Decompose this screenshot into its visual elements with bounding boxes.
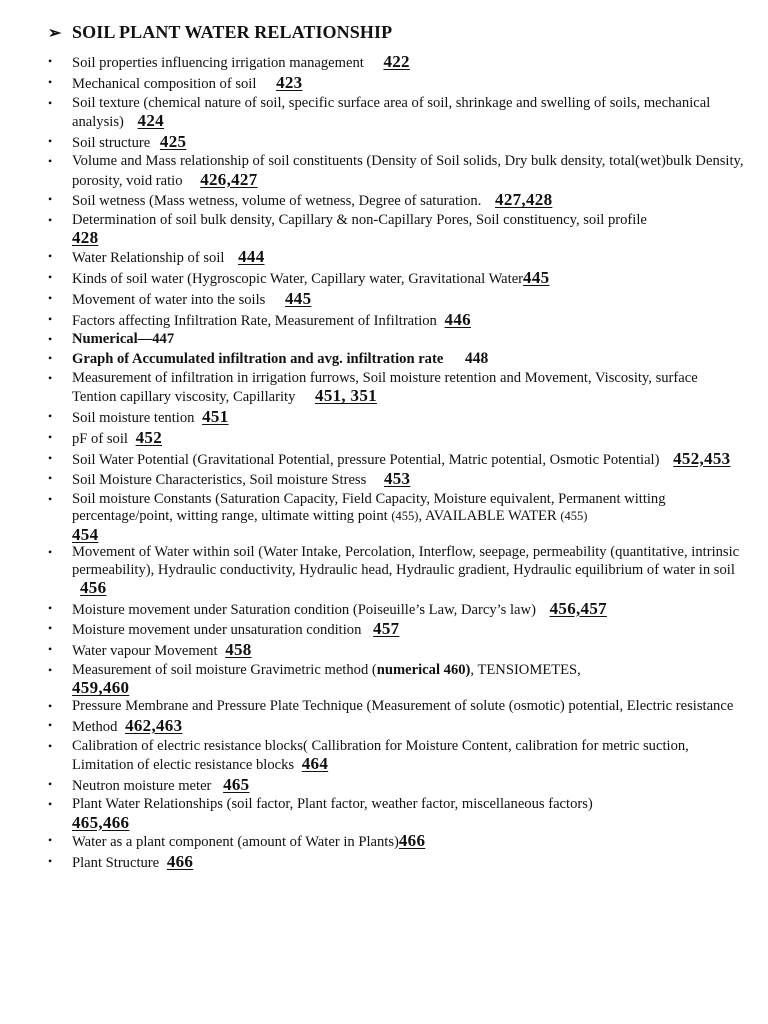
page-number: 425 (159, 131, 187, 151)
list-item (48, 53, 744, 72)
item-note: (455) (560, 509, 588, 524)
bullet-icon: • (48, 662, 53, 677)
item-text: Soil structure (72, 134, 151, 151)
item-text: Measurement of infiltration in irrigation furrows, Soil moisture retention and Movement, Viscosity, surface Tention capillary viscosity, Capillarity (72, 369, 698, 406)
list-item (48, 450, 744, 469)
item-text: Moisture movement under Saturation condition (Poiseuille’s Law, Darcy’s law) (72, 601, 536, 618)
item-text: Graph of Accumulated infiltration and avg. infiltration rate (72, 351, 444, 368)
bullet-icon: • (48, 54, 53, 68)
item-text: Factors affecting Infiltration Rate, Measurement of Infiltration (72, 312, 437, 329)
bullet-icon: • (48, 621, 53, 636)
list-item (48, 544, 744, 598)
page-number: 465,466 (72, 812, 130, 832)
list-item (48, 248, 744, 267)
item-text: Soil properties influencing irrigation management (72, 55, 364, 71)
item-text: Soil texture (chemical nature of soil, specific surface area of soil, shrinkage and swelling of soils, mechanical analysis) (72, 94, 711, 130)
page-number: 428 (72, 228, 99, 248)
list-item (48, 331, 744, 348)
list-item (48, 698, 744, 715)
bullet-icon: • (48, 642, 53, 657)
page-number: 456,457 (549, 598, 607, 618)
bullet-icon: • (48, 311, 53, 326)
item-text: Soil Water Potential (Gravitational Potential, pressure Potential, Matric potential, Osmotic Potential) (72, 451, 660, 468)
list-item (48, 429, 744, 448)
list-item (48, 600, 744, 619)
list-item (48, 74, 744, 93)
bullet-icon: • (48, 74, 53, 89)
list-item (48, 662, 744, 696)
item-text: Plant Water Relationships (soil factor, Plant factor, weather factor, miscellaneous factors) (72, 796, 593, 813)
page-number: 453 (383, 469, 411, 489)
list-item (48, 470, 744, 489)
page-number: 462,463 (125, 715, 183, 735)
bullet-icon: • (48, 450, 53, 465)
bullet-icon: • (48, 471, 53, 486)
page-number: 427,428 (495, 190, 553, 210)
list-item (48, 350, 744, 368)
page-number: 451, 351 (315, 386, 377, 406)
arrow-bullet-icon: ➢ (48, 24, 62, 42)
list-item (48, 717, 744, 736)
bullet-icon: • (48, 249, 53, 264)
page-number: 466 (166, 852, 194, 872)
page-number: 457 (373, 619, 400, 639)
topic-list (48, 53, 744, 872)
bullet-icon: • (48, 133, 53, 148)
list-item (48, 269, 744, 288)
page-number: 448 (464, 350, 489, 368)
item-text: , AVAILABLE WATER (418, 508, 557, 525)
item-text: Kinds of soil water (Hygroscopic Water, Capillary water, Gravitational Water (72, 270, 524, 287)
bullet-icon: • (48, 370, 53, 385)
page-number: 456 (80, 577, 107, 597)
page-number: 423 (276, 72, 303, 92)
page-number: 422 (383, 52, 410, 71)
item-text: Moisture movement under unsaturation condition (72, 622, 362, 639)
list-item (48, 370, 744, 406)
bullet-icon: • (48, 269, 53, 284)
item-text: Soil moisture Constants (Saturation Capacity, Field Capacity, Moisture equivalent, Permanent witting percentage/point, witting range, ultimate witting point (72, 491, 666, 525)
bullet-icon: • (48, 429, 53, 444)
page-number: 446 (444, 309, 471, 329)
item-text: pF of soil (72, 430, 128, 447)
list-item (48, 133, 744, 152)
bullet-icon: • (48, 545, 53, 560)
list-item (48, 853, 744, 872)
item-text: Soil wetness (Mass wetness, volume of wetness, Degree of saturation. (72, 193, 482, 210)
section-heading (48, 22, 744, 43)
item-emphasis: numerical 460) (376, 661, 471, 678)
page-number: 465 (223, 774, 250, 794)
list-item (48, 153, 744, 189)
bullet-icon: • (48, 408, 53, 423)
list-item (48, 738, 744, 774)
item-text: Method (72, 718, 118, 735)
bullet-icon: • (48, 351, 53, 366)
list-item (48, 311, 744, 330)
page-number: 459,460 (72, 678, 130, 698)
page-number: 451 (202, 406, 229, 426)
list-item (48, 832, 744, 851)
item-text: Soil Moisture Characteristics, Soil moisture Stress (72, 472, 367, 489)
bullet-icon: • (48, 213, 53, 228)
page-number: 454 (72, 524, 99, 544)
bullet-icon: • (48, 738, 53, 753)
page-number: 452,453 (673, 448, 731, 468)
page-number: 464 (301, 753, 329, 773)
item-text: Determination of soil bulk density, Capillary & non-Capillary Pores, Soil constituency, soil profile (72, 212, 647, 229)
bullet-icon: • (48, 797, 53, 812)
item-text: Measurement of soil moisture Gravimetric method ( (72, 661, 377, 678)
item-text: Neutron moisture meter (72, 777, 212, 794)
page-number: 445 (523, 267, 550, 287)
item-text: Volume and Mass relationship of soil constituents (Density of Soil solids, Dry bulk density, total(wet)bulk Density, porosity, void ratio (72, 153, 744, 189)
item-text: Calibration of electric resistance blocks( Callibration for Moisture Content, calibration for metric suction, Limitation of electic resistance blocks (72, 737, 689, 773)
item-text: Water as a plant component (amount of Water in Plants) (72, 834, 399, 851)
page-number: 466 (398, 831, 426, 851)
bullet-icon: • (48, 332, 53, 347)
bullet-icon: • (48, 600, 53, 615)
bullet-icon: • (48, 854, 53, 869)
bullet-icon: • (48, 95, 53, 110)
item-text: Soil moisture tention (72, 409, 195, 426)
list-item (48, 796, 744, 830)
page-number: 426,427 (200, 169, 258, 189)
page-number: 444 (238, 247, 265, 267)
item-text: Mechanical composition of soil (72, 75, 257, 92)
section-title: SOIL PLANT WATER RELATIONSHIP (72, 22, 393, 42)
list-item (48, 620, 744, 639)
list-item (48, 491, 744, 543)
item-text: Water Relationship of soil (72, 250, 225, 267)
bullet-icon: • (48, 154, 53, 169)
item-text: Pressure Membrane and Pressure Plate Technique (Measurement of solute (osmotic) potential, Electric resistance (72, 697, 734, 714)
list-item (48, 641, 744, 660)
bullet-icon: • (48, 492, 53, 507)
item-text: Water vapour Movement (72, 643, 218, 660)
bullet-icon: • (48, 717, 53, 732)
item-text: Plant Structure (72, 855, 160, 872)
bullet-icon: • (48, 698, 53, 713)
item-text: Numerical—447 (72, 331, 175, 348)
item-text: Movement of water into the soils (72, 291, 266, 308)
bullet-icon: • (48, 290, 53, 305)
item-note: (455) (391, 509, 419, 524)
list-item (48, 290, 744, 309)
list-item (48, 191, 744, 210)
bullet-icon: • (48, 192, 53, 207)
list-item (48, 776, 744, 795)
page-number: 445 (285, 288, 312, 308)
item-text: , TENSIOMETES, (470, 661, 581, 678)
page-number: 458 (225, 640, 252, 660)
page-number: 424 (137, 110, 164, 130)
list-item (48, 95, 744, 131)
item-text: Movement of Water within soil (Water Intake, Percolation, Interflow, seepage, permeability (quantitative, intrinsic permeability), Hydraulic conductivity, Hydraulic head, Hydraulic gradient, Hydraulic equilibrium of water in soil (72, 544, 740, 578)
page-number: 452 (135, 427, 163, 447)
list-item (48, 212, 744, 246)
bullet-icon: • (48, 833, 53, 848)
list-item (48, 408, 744, 427)
bullet-icon: • (48, 776, 53, 791)
